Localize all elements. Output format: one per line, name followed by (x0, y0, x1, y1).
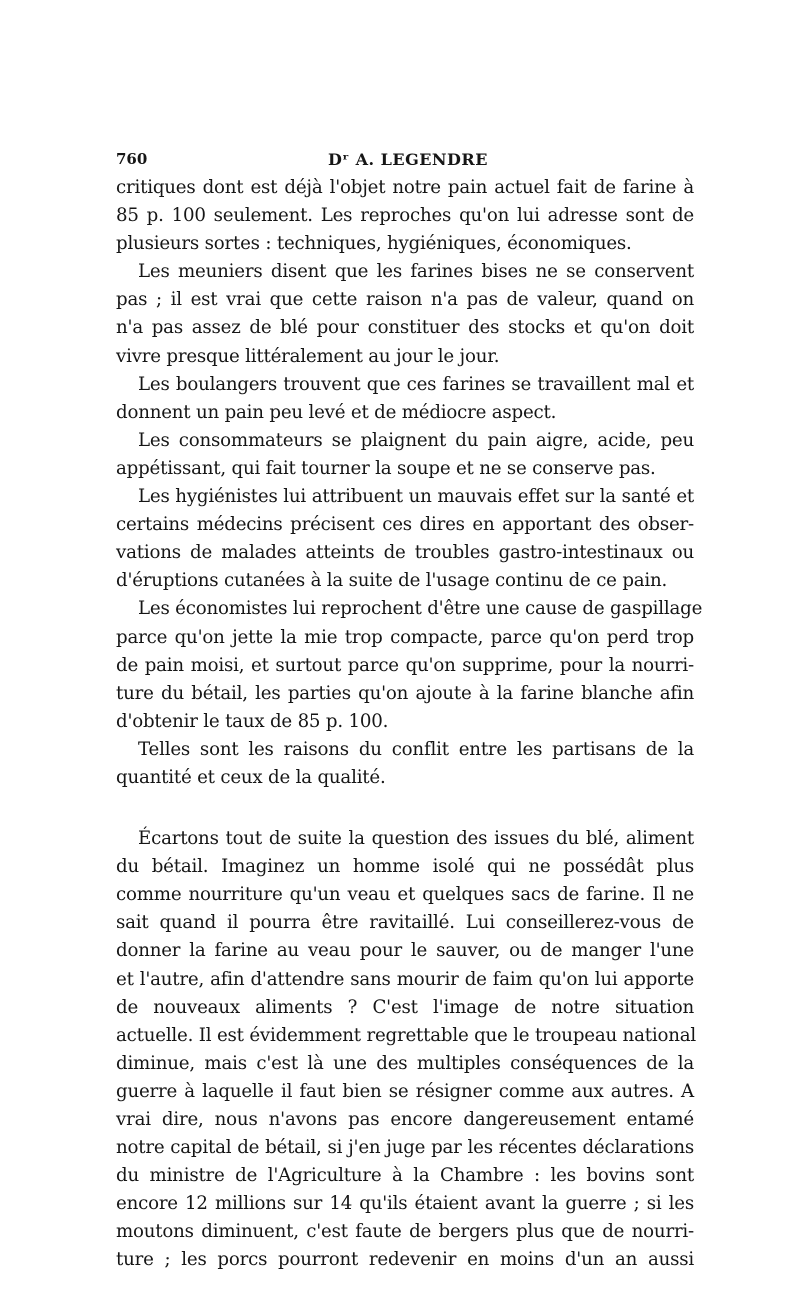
text-line: du ministre de l'Agriculture à la Chambre : les bovins sont (116, 1165, 694, 1187)
text-line: vivre presque littéralement au jour le jour. (116, 345, 500, 367)
section-break (116, 792, 694, 825)
page-header (116, 140, 694, 170)
text-line: parce qu'on jette la mie trop compacte, parce qu'on perd trop (116, 626, 694, 648)
text-line: notre capital de bétail, si j'en juge par les récentes déclarations (116, 1137, 694, 1159)
text-line: vrai dire, nous n'avons pas encore dangereusement entamé (116, 1109, 694, 1130)
text-line: sait quand il pourra être ravitaillé. Lui conseillerez-vous de (116, 912, 694, 934)
paragraph-4 (116, 427, 694, 483)
text-line: Telles sont les raisons du conflit entre les partisans de la (138, 738, 694, 760)
paragraph-1 (116, 174, 694, 258)
text-line: et l'autre, afin d'attendre sans mourir de faim qu'on lui apporte (116, 968, 694, 990)
text-line: Les consommateurs se plaignent du pain aigre, acide, peu (138, 429, 694, 451)
text-line: du bétail. Imaginez un homme isolé qui ne possédât plus (116, 856, 694, 878)
paragraph-5 (116, 483, 694, 595)
running-head: Dʳ A. LEGENDRE (328, 150, 488, 169)
text-line: de pain moisi, et surtout parce qu'on supprime, pour la nourri- (116, 654, 694, 676)
text-line: diminue, mais c'est là une des multiples conséquences de la (116, 1052, 694, 1074)
text-line: Les hygiénistes lui attribuent un mauvais effet sur la santé et (138, 486, 694, 508)
text-line: moutons diminuent, c'est faute de bergers plus que de nourri- (116, 1221, 694, 1243)
text-line: actuelle. Il est évidemment regrettable que le troupeau national (116, 1024, 696, 1046)
text-line: ture du bétail, les parties qu'on ajoute à la farine blanche afin (116, 682, 694, 704)
paragraph-2 (116, 258, 694, 370)
text-line: vations de malades atteints de troubles gastro-intestinaux ou (116, 542, 694, 564)
text-line: d'obtenir le taux de 85 p. 100. (116, 710, 389, 732)
text-line: ture ; les porcs pourront redevenir en moins d'un an aussi (116, 1249, 694, 1271)
text-line: donnent un pain peu levé et de médiocre aspect. (116, 401, 557, 423)
text-line: critiques dont est déjà l'objet notre pain actuel fait de farine à (116, 177, 694, 198)
text-line: Les meuniers disent que les farines bises ne se conservent (138, 261, 694, 283)
text-line: Les économistes lui reprochent d'être une cause de gaspillage (138, 598, 703, 620)
paragraph-3 (116, 371, 694, 427)
text-line: comme nourriture qu'un veau et quelques sacs de farine. Il ne (116, 884, 694, 906)
text-line: de nouveaux aliments ? C'est l'image de notre situation (116, 996, 694, 1018)
text-line: donner la farine au veau pour le sauver, ou de manger l'une (116, 940, 694, 962)
text-line: 85 p. 100 seulement. Les reproches qu'on lui adresse sont de (116, 205, 694, 227)
paragraph-7 (116, 736, 694, 792)
text-line: guerre à laquelle il faut bien se résigner comme aux autres. A (116, 1080, 694, 1102)
text-line: quantité et ceux de la qualité. (116, 766, 386, 788)
document-page (116, 140, 703, 1275)
text-line: plusieurs sortes : techniques, hygiéniques, économiques. (116, 233, 632, 255)
text-line: n'a pas assez de blé pour constituer des stocks et qu'on doit (116, 317, 694, 339)
text-line: Écartons tout de suite la question des issues du blé, aliment (138, 828, 694, 850)
text-line: Les boulangers trouvent que ces farines se travaillent mal et (138, 373, 694, 395)
text-line: encore 12 millions sur 14 qu'ils étaient avant la guerre ; si les (116, 1193, 694, 1215)
paragraph-6 (116, 595, 703, 735)
text-line: certains médecins précisent ces dires en apportant des obser- (116, 514, 694, 536)
text-line: pas ; il est vrai que cette raison n'a pas de valeur, quand on (116, 289, 694, 311)
text-line: appétissant, qui fait tourner la soupe et ne se conserve pas. (116, 457, 656, 479)
body-text (116, 174, 703, 1275)
text-line: d'éruptions cutanées à la suite de l'usage continu de ce pain. (116, 570, 668, 592)
page-number: 760 (116, 150, 148, 168)
paragraph-8 (116, 825, 694, 1275)
